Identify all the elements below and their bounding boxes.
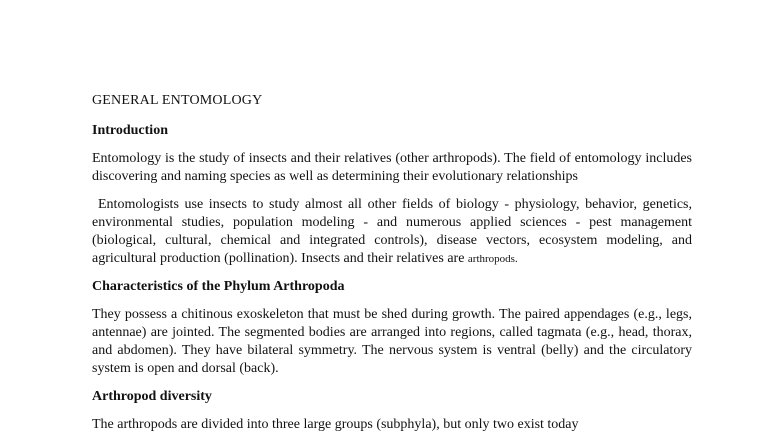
characteristics-paragraph: They possess a chitinous exoskeleton that must be shed during growth. The paired appendages (e.g., legs, antennae) are jointed. The segmented bodies are arranged into regions, called tagmata (e.g., head, thorax, and abdomen). They have bilateral symmetry. The nervous system is ventral (belly) and the circulatory system is open and dorsal (back).	[92, 307, 692, 376]
intro-paragraph-1: Entomology is the study of insects and their relatives (other arthropods). The field of entomology includes discovering and naming species as well as determining their evolutionary relationships	[92, 151, 692, 184]
intro-paragraph-2	[92, 196, 692, 268]
section-heading-characteristics: Characteristics of the Phylum Arthropoda	[92, 279, 345, 294]
diversity-paragraph: The arthropods are divided into three large groups (subphyla), but only two exist today	[92, 417, 579, 432]
intro-paragraph-2-small-text: arthropods.	[467, 253, 518, 265]
section-heading-introduction: Introduction	[92, 123, 168, 138]
document-page	[92, 92, 692, 434]
section-heading-diversity: Arthropod diversity	[92, 389, 212, 404]
intro-paragraph-2-text: Entomologists use insects to study almost all other fields of biology - physiology, behavior, genetics, environmental studies, population modeling - and numerous applied sciences - pest management (biological, cultural, chemical and integrated controls), disease vectors, ecosystem modeling, and agricultural production (pollination). Insects and their relatives are	[92, 197, 692, 266]
document-title: GENERAL ENTOMOLOGY	[92, 93, 263, 108]
